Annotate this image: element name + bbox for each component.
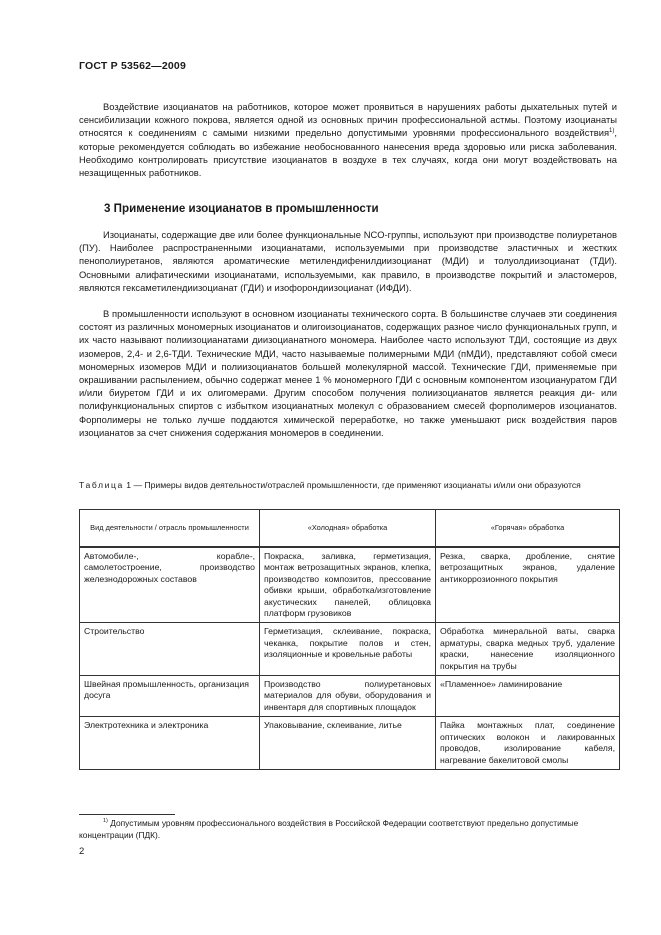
table-caption-label: Таблица xyxy=(79,480,124,490)
applications-table xyxy=(79,509,620,770)
section-title: 3 Применение изоцианатов в промышленности xyxy=(104,202,379,215)
cell-cold: Производство полиуретановых материалов для обуви, оборудования и инвентаря для спортивных площадок xyxy=(260,676,436,717)
header-hot-processing: «Горячая» обработка xyxy=(436,510,620,548)
header-cold-processing: «Холодная» обработка xyxy=(260,510,436,548)
cell-industry: Электротехника и электроника xyxy=(80,717,260,770)
intro-text-before-ref: Воздействие изоцианатов на работников, которое может проявиться в нарушениях работы дыхательных путей и сенсибилизации кожного покрова, является одной из основных причин профессиональной астмы. Поэтому изоцианаты относятся к соединениям с самыми низкими предельно допустимыми уровнями профессионального воздействия xyxy=(79,101,617,139)
cell-hot: Резка, сварка, дробление, снятие ветрозащитных экранов, удаление антикоррозионного покрытия xyxy=(436,547,620,623)
table-row xyxy=(80,623,620,676)
table-caption xyxy=(79,479,619,491)
cell-hot: Обработка минеральной ваты, сварка арматуры, сварка медных труб, удаление краски, нанесение изоляционного покрытия на трубы xyxy=(436,623,620,676)
footnote-text: Допустимым уровням профессионального воздействия в Российской Федерации соответствуют предельно допустимые концентрации (ПДК). xyxy=(79,818,579,840)
footnote-divider xyxy=(79,814,175,815)
cell-cold: Герметизация, склеивание, покраска, чеканка, покрытие полов и стен, изоляционные и кровельные работы xyxy=(260,623,436,676)
table-row xyxy=(80,717,620,770)
footnote xyxy=(79,818,619,841)
footnote-reference[interactable]: 1) xyxy=(609,128,615,135)
header-industry: Вид деятельности / отрасль промышленности xyxy=(80,510,260,548)
cell-cold: Покраска, заливка, герметизация, монтаж ветрозащитных экранов, клепка, производство композитов, прессование обивки крыши, обработка/изготовление акустических панелей, облицовка платформ грузовиков xyxy=(260,547,436,623)
table-row xyxy=(80,547,620,623)
intro-text-after-ref: , которые рекомендуется соблюдать во избежание необоснованного нанесения вреда здоровью или риска заболевания. Необходимо контролировать присутствие изоцианатов в воздухе в тех случаях, когда они могут воздействовать на незащищенных работников. xyxy=(79,127,617,179)
table-header-row xyxy=(80,510,620,548)
cell-hot: «Пламенное» ламинирование xyxy=(436,676,620,717)
section-paragraph-2: В промышленности используют в основном изоцианаты технического сорта. В большинстве случаев эти соединения состоят из различных мономерных изоцианатов и олигоизоцианатов, содержащих разное число функциональных групп, и их часто называют полиизоцианатами диизоцианатного мономера. Наиболее часто используют ТДИ, состоящие из двух изомеров, 2,4- и 2,6-ТДИ. Технические МДИ, часто называемые полимерными МДИ (пМДИ), представляют собой смеси мономерных изомеров МДИ и полиизоцианатов большей молекулярной массой. Технические ГДИ, применяемые при окрашивании распылением, обычно содержат менее 1 % мономерного ГДИ с основным компонентом изоциануратом ГДИ и/или биуретом ГДИ и их олигомерами. Другим способом получения полиизоцианатов является реакция ди- или полифункциональных спиртов с избытком изоцианатных молекул с образованием смесей форполимеров изоцианатов. Форполимеры не только лучше поддаются химической переработке, но также уменьшают риск воздействия паров изоцианатов за счет снижения содержания мономеров в соединении. xyxy=(79,308,617,438)
standard-header: ГОСТ Р 53562—2009 xyxy=(79,60,187,72)
cell-industry: Швейная промышленность, организация досуга xyxy=(80,676,260,717)
intro-paragraph xyxy=(79,100,617,179)
section-paragraph-1: Изоцианаты, содержащие две или более функциональные NCO-группы, используют при производстве полиуретанов (ПУ). Наиболее распространенными изоцианатами, используемыми при производстве эластичных и жестких пенополиуретанов, являются ароматические метилендифенилдиизоцианат (МДИ) и толуолдиизоцианат (ТДИ). Основными алифатическими изоцианатами, используемыми, как правило, в производстве покрытий и эластомеров, являются гексаметилендиизоцианат (ГДИ) и изофорондиизоцианат (ИФДИ). xyxy=(79,229,617,293)
table-row xyxy=(80,676,620,717)
page-number: 2 xyxy=(79,846,85,857)
footnote-marker: 1) xyxy=(103,818,108,825)
cell-cold: Упаковывание, склеивание, литье xyxy=(260,717,436,770)
table-caption-text: 1 — Примеры видов деятельности/отраслей промышленности, где применяют изоцианаты и/или они образуются xyxy=(123,480,581,490)
cell-industry: Автомобиле-, корабле-, самолетостроение, производство железнодорожных составов xyxy=(80,547,260,623)
cell-hot: Пайка монтажных плат, соединение оптических волокон и лакированных проводов, изолирование кабеля, нагревание бакелитовой смолы xyxy=(436,717,620,770)
cell-industry: Строительство xyxy=(80,623,260,676)
